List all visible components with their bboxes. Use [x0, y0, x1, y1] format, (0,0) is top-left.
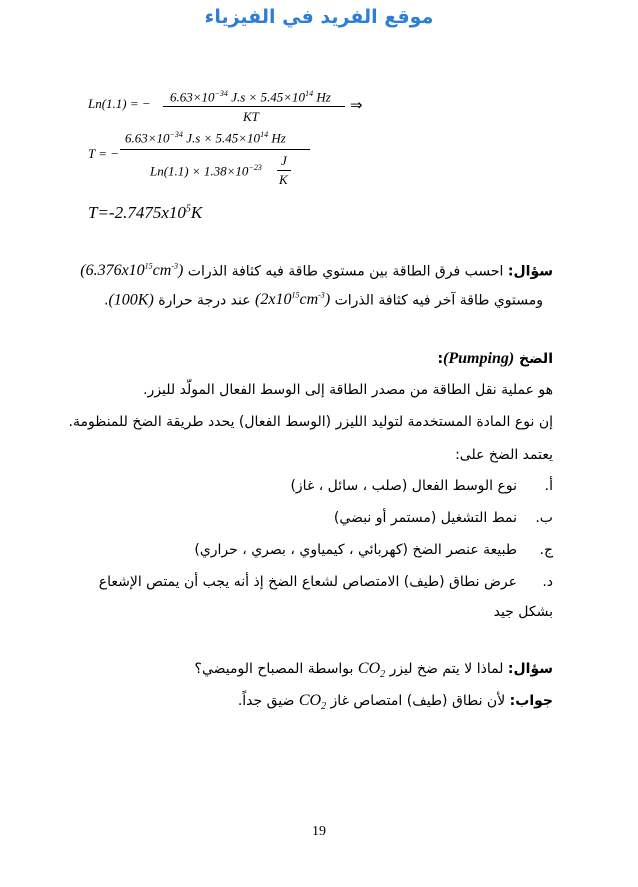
answer2-label: جواب: — [509, 693, 553, 709]
list-marker: د. — [542, 574, 553, 590]
question1-label: سؤال: — [507, 263, 553, 280]
list-item-d: د.عرض نطاق (طيف) الامتصاص لشعاع الضخ إذ أنه يجب أن يمتص الإشعاع — [98, 574, 553, 590]
implies-arrow: ⇒ — [350, 98, 363, 114]
list-item-d-continuation: بشكل جيد — [493, 604, 553, 620]
pumping-depends-on: يعتمد الضخ على: — [455, 447, 553, 463]
list-marker: ج. — [539, 542, 553, 558]
pumping-heading: الضخ (Pumping): — [437, 350, 553, 367]
pumping-definition-2: إن نوع المادة المستخدمة لتوليد الليزر (الوسط الفعال) يحدد طريقة الضخ للمنظومة. — [68, 414, 553, 430]
eq2-unit-denominator: K — [279, 172, 288, 187]
question2-label: سؤال: — [507, 661, 553, 677]
question1-line1: سؤال: احسب فرق الطاقة بين مستوي طاقة فيه كثافة الذرات $(6.376x10^{15}cm^{-3})$ — [80, 262, 553, 280]
eq2-denominator: $Ln(1.1) \times 1.38\times 10^{-23}$ — [150, 163, 262, 179]
list-item-c: ج.طبيعة عنصر الضخ (كهربائي ، كيمياوي ، بصري ، حراري) — [194, 542, 553, 558]
eq2-unit-bar — [277, 170, 291, 171]
site-header-title: موقع الفريد في الفيزياء — [204, 6, 434, 28]
page-number: 19 — [312, 824, 326, 839]
eq2-lhs: T = − — [88, 146, 120, 161]
eq2-unit-numerator: J — [281, 153, 287, 168]
answer2: جواب: لأن نطاق (طيف) امتصاص غاز $CO_2$ ضيق جداً. — [237, 692, 553, 713]
eq2-numerator: $6.63\times 10^{-34}$ $J.s \times 5.45\times 10^{14}$ Hz — [125, 130, 286, 146]
eq1-fraction-bar — [163, 106, 345, 107]
result-equation: $T=-2.7475x10^5K$ — [88, 203, 203, 222]
list-marker: ب. — [535, 510, 553, 526]
eq1-denominator: KT — [243, 109, 259, 124]
eq1-numerator: $6.63\times 10^{-34}$ $J.s \times 5.45\times 10^{14}$ Hz — [170, 89, 331, 105]
list-marker: أ. — [544, 478, 553, 494]
eq1-lhs: Ln(1.1) = − — [88, 96, 151, 111]
list-item-b: ب.نمط التشغيل (مستمر أو نبضي) — [333, 510, 553, 526]
list-item-a: أ.نوع الوسط الفعال (صلب ، سائل ، غاز) — [290, 478, 553, 494]
pumping-definition-1: هو عملية نقل الطاقة من مصدر الطاقة إلى الوسط الفعال المولّد لليزر. — [143, 382, 553, 398]
eq2-fraction-bar — [120, 149, 310, 150]
question2: سؤال: لماذا لا يتم ضخ ليزر $CO_2$ بواسطة المصباح الوميضي؟ — [194, 660, 553, 681]
question1-line2: ومستوي طاقة آخر فيه كثافة الذرات $(2x10^{15}cm^{-3})$ عند درجة حرارة (100K). — [104, 291, 543, 309]
